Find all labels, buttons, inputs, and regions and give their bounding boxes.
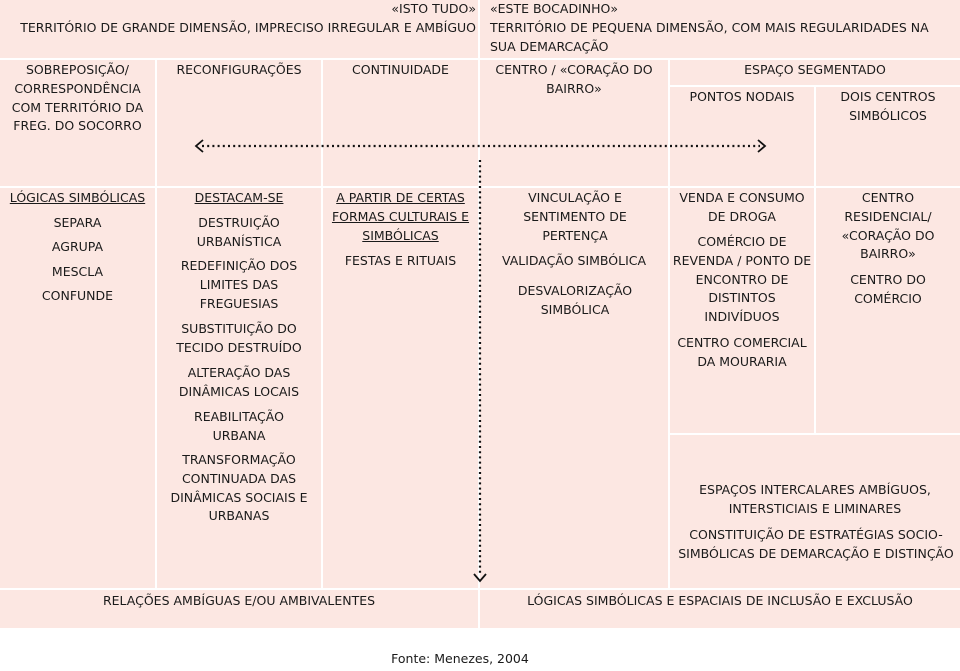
- col4-item: VALIDAÇÃO SIMBÓLICA: [501, 253, 647, 268]
- col5b-item: CENTRO RESIDENCIAL/ «CORAÇÃO DO BAIRRO»: [841, 190, 935, 262]
- source-note: Fonte: Menezes, 2004: [391, 651, 529, 666]
- category-two-centres: DOIS CENTROS SIMBÓLICOS: [840, 89, 936, 123]
- category-centre: CENTRO / «CORAÇÃO DO BAIRRO»: [495, 62, 653, 96]
- col2-item: SUBSTITUIÇÃO DO TECIDO DESTRUÍDO: [176, 321, 302, 355]
- col1-item: SEPARA: [53, 215, 102, 230]
- col2-item: DESTRUIÇÃO URBANÍSTICA: [196, 215, 282, 249]
- col2-item: TRANSFORMAÇÃO CONTINUADA DAS DINÂMICAS SOCIAIS E URBANAS: [170, 452, 308, 524]
- col2-item: REDEFINIÇÃO DOS LIMITES DAS FREGUESIAS: [180, 258, 298, 311]
- bottom-right-item: CONSTITUIÇÃO DE ESTRATÉGIAS SOCIO-SIMBÓLICAS DE DEMARCAÇÃO E DISTINÇÃO: [678, 527, 954, 561]
- footer-right: LÓGICAS SIMBÓLICAS E ESPACIAIS DE INCLUSÃO E EXCLUSÃO: [527, 593, 913, 608]
- header-left-title: «ISTO TUDO»: [391, 1, 476, 16]
- cell-detail-4: [480, 188, 668, 588]
- col1-title: LÓGICAS SIMBÓLICAS: [9, 190, 146, 205]
- col5a-item: VENDA E CONSUMO DE DROGA: [679, 190, 805, 224]
- col1-item: AGRUPA: [51, 239, 104, 254]
- col1-item: CONFUNDE: [41, 288, 114, 303]
- col3-title: A PARTIR DE CERTAS FORMAS CULTURAIS E SIMBÓLICAS: [331, 190, 470, 243]
- header-right-desc: TERRITÓRIO DE PEQUENA DIMENSÃO, COM MAIS REGULARIDADES NA SUA DEMARCAÇÃO: [490, 20, 929, 54]
- col5a-item: CENTRO COMERCIAL DA MOURARIA: [677, 335, 807, 369]
- col2-title: DESTACAM-SE: [194, 190, 284, 205]
- col5b-item: CENTRO DO COMÉRCIO: [850, 272, 926, 306]
- col3-item: FESTAS E RITUAIS: [344, 253, 457, 268]
- col1-item: MESCLA: [51, 264, 104, 279]
- category-continuity: CONTINUIDADE: [352, 62, 449, 77]
- bottom-right-item: ESPAÇOS INTERCALARES AMBÍGUOS, INTERSTICIAIS E LIMINARES: [699, 482, 931, 516]
- cell-detail-3: [323, 188, 478, 588]
- col4-item: DESVALORIZAÇÃO SIMBÓLICA: [517, 283, 633, 317]
- category-nodal-points: PONTOS NODAIS: [689, 89, 795, 104]
- col2-item: REABILITAÇÃO URBANA: [194, 409, 284, 443]
- col2-item: ALTERAÇÃO DAS DINÂMICAS LOCAIS: [178, 365, 300, 399]
- footer-left: RELAÇÕES AMBÍGUAS E/OU AMBIVALENTES: [102, 593, 376, 608]
- header-right-title: «ESTE BOCADINHO»: [490, 1, 619, 16]
- col4-item: VINCULAÇÃO E SENTIMENTO DE PERTENÇA: [523, 190, 627, 243]
- header-left-desc: TERRITÓRIO DE GRANDE DIMENSÃO, IMPRECISO IRREGULAR E AMBÍGUO: [20, 20, 476, 35]
- category-reconfigurations: RECONFIGURAÇÕES: [176, 62, 302, 77]
- col5a-item: COMÉRCIO DE REVENDA / PONTO DE ENCONTRO DE DISTINTOS INDIVÍDUOS: [672, 234, 812, 324]
- category-segmented-space: ESPAÇO SEGMENTADO: [744, 62, 886, 77]
- category-overlap: SOBREPOSIÇÃO/ CORRESPONDÊNCIA COM TERRITÓRIO DA FREG. DO SOCORRO: [11, 62, 144, 134]
